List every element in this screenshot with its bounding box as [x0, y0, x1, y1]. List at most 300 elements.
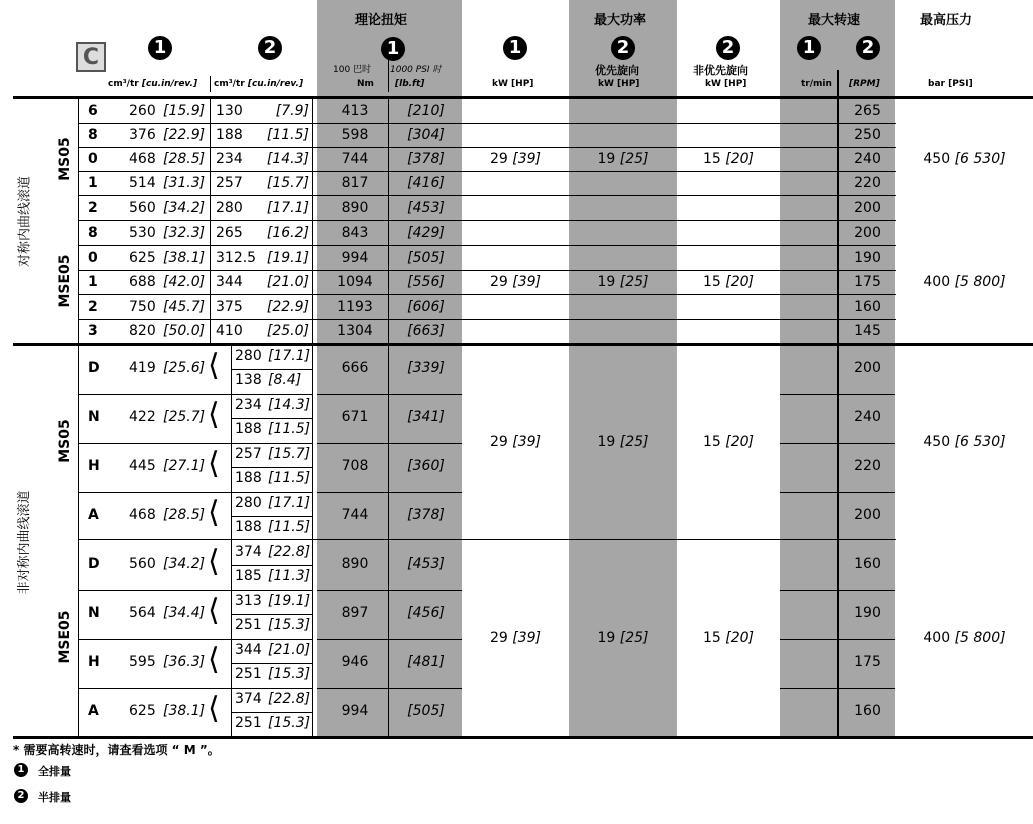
disp-full: 820 [129, 323, 156, 339]
power-nonpref-hp: [20] [725, 434, 755, 450]
row-divider [317, 639, 462, 640]
row-code: D [88, 556, 100, 572]
half-value-1: 280 [235, 348, 262, 364]
pressure-psi: [6 530] [954, 151, 1006, 167]
disp-full-imperial: [31.3] [163, 175, 206, 191]
torque-nm: 744 [341, 507, 369, 523]
power-full-value [462, 151, 569, 167]
col-sep-half [210, 99, 211, 344]
disp-full: 625 [129, 703, 156, 719]
trmin-unit: tr/min [801, 79, 832, 89]
power-pref-value [569, 434, 677, 450]
power-full-kw: 29 [489, 434, 508, 450]
lbft-unit: [lb.ft] [395, 79, 425, 89]
max-speed-header: 最大转速 [808, 13, 861, 28]
bracket-icon: ⟨ [208, 495, 220, 530]
speed-rpm: 200 [854, 507, 881, 523]
row-divider [78, 123, 896, 124]
half-value-1: 313 [235, 593, 262, 609]
row-code: 8 [88, 225, 98, 241]
torque-nm: 994 [341, 250, 369, 266]
half-value-1: 374 [235, 544, 262, 560]
speed-rpm: 200 [854, 360, 881, 376]
speed-rpm: 200 [854, 200, 881, 216]
disp-full: 514 [129, 175, 156, 191]
half-value-2: 188 [235, 470, 262, 486]
power-pref-kw: 19 [597, 274, 616, 290]
sub-divider [232, 712, 312, 713]
power-nonpref-hp: [20] [725, 630, 755, 646]
disp-full-imperial: [36.3] [163, 654, 206, 670]
power-full-value [462, 434, 569, 450]
row-divider [78, 319, 896, 320]
row-code: N [88, 409, 100, 425]
footnote-full: 全排量 [38, 765, 71, 778]
disp-half-imperial: [17.1] [266, 200, 309, 216]
disp-half-imperial: [11.5] [266, 127, 309, 143]
row-divider [317, 443, 462, 444]
disp-half-imperial: [22.9] [266, 299, 309, 315]
pref-rotation-label: 优先旋向 [595, 64, 639, 77]
rpm-unit: [RPM] [849, 79, 880, 89]
power-full-hp: [39] [512, 151, 542, 167]
disp-half: 234 [216, 151, 243, 167]
disp-full: 560 [129, 556, 156, 572]
power-pref-kw: 19 [597, 434, 616, 450]
bracket-icon: ⟨ [208, 642, 220, 677]
max-pressure-header: 最高压力 [920, 13, 973, 28]
torque-lbft: [505] [407, 250, 445, 266]
torque-lbft: [210] [407, 103, 445, 119]
disp-half: 257 [216, 175, 243, 191]
max-power-header: 最大功率 [594, 13, 647, 28]
disp-full: 468 [129, 507, 156, 523]
full-displacement-icon: 1 [148, 36, 172, 60]
power-full-kw: 29 [489, 630, 508, 646]
kw-hp-unit-3: kW [HP] [705, 79, 747, 89]
disp-full-imperial: [34.2] [163, 200, 206, 216]
half-value-2: 251 [235, 617, 262, 633]
footnote-half: 半排量 [38, 791, 71, 804]
row-divider [317, 394, 462, 395]
bracket-icon: ⟨ [208, 446, 220, 481]
bracket-icon: ⟨ [208, 397, 220, 432]
torque-nm: 1094 [337, 274, 373, 290]
disp-full: 445 [129, 458, 156, 474]
row-divider [78, 590, 313, 591]
torque-lbft: [453] [407, 200, 445, 216]
power-nonpref-hp: [20] [725, 274, 755, 290]
group-rule [78, 539, 896, 540]
row-divider [78, 171, 896, 172]
torque-lbft: [481] [407, 654, 445, 670]
torque-nm: 671 [341, 409, 369, 425]
torque-lbft: [360] [407, 458, 445, 474]
power-pref-value [569, 151, 677, 167]
power-nonpref-value [677, 434, 780, 450]
row-code: 8 [88, 127, 98, 143]
disp-full-imperial: [38.1] [163, 250, 206, 266]
sub-divider [232, 663, 312, 664]
disp-half-imperial: [7.9] [275, 103, 309, 119]
row-code: 2 [88, 200, 98, 216]
sub-divider [232, 467, 312, 468]
row-code: D [88, 360, 100, 376]
power-nonpref-value [677, 274, 780, 290]
group-label: MSE05 [57, 254, 73, 308]
section-rule [13, 343, 1033, 346]
pressure-value [896, 274, 1033, 290]
half-value-1-imperial: [17.1] [268, 495, 311, 511]
power-pref-hp: [25] [619, 434, 649, 450]
disp-full: 688 [129, 274, 156, 290]
disp-full-imperial: [34.4] [163, 605, 206, 621]
half-value-2: 138 [235, 372, 262, 388]
pressure-bar: 400 [923, 274, 951, 290]
bracket-icon: ⟨ [208, 544, 220, 579]
torque-lbft: [456] [407, 605, 445, 621]
torque-bar-condition: 100 巴时 [333, 65, 372, 75]
bracket-icon: ⟨ [208, 348, 220, 383]
torque-lbft: [556] [407, 274, 445, 290]
disp-half-imperial: [21.0] [266, 274, 309, 290]
half-displacement-icon: 2 [258, 36, 282, 60]
half-value-2: 188 [235, 421, 262, 437]
speed-full-icon: 1 [797, 36, 821, 60]
half-value-1-imperial: [22.8] [268, 544, 311, 560]
asymmetric-section-label: 非对称内曲线滚道 [17, 490, 32, 595]
power-nonpref-kw: 15 [702, 630, 721, 646]
disp-half-imperial: [16.2] [266, 225, 309, 241]
speed-rpm: 200 [854, 225, 881, 241]
torque-nm: 946 [341, 654, 369, 670]
row-divider [317, 590, 462, 591]
bar-psi-unit: bar [PSI] [928, 79, 973, 89]
half-value-1: 280 [235, 495, 262, 511]
speed-rpm: 160 [854, 556, 881, 572]
power-full-kw: 29 [489, 151, 508, 167]
group-label: MS05 [57, 419, 73, 463]
half-value-1-imperial: [15.7] [268, 446, 311, 462]
disp-full-imperial: [28.5] [163, 507, 206, 523]
pressure-value [896, 151, 1033, 167]
sub-divider [232, 565, 312, 566]
bracket-icon: ⟨ [208, 593, 220, 628]
torque-lbft: [304] [407, 127, 445, 143]
torque-lbft: [378] [407, 507, 445, 523]
power-full-icon: 1 [503, 36, 527, 60]
half-value-2-imperial: [11.5] [268, 519, 311, 535]
torque-nm: 744 [341, 151, 369, 167]
power-full-hp: [39] [512, 434, 542, 450]
half-value-2: 188 [235, 519, 262, 535]
row-code: A [88, 703, 99, 719]
half-value-1: 234 [235, 397, 262, 413]
row-code: 1 [88, 274, 98, 290]
disp-half-imperial: [cu.in/rev.] [247, 79, 304, 89]
row-divider [78, 443, 313, 444]
footnote-speed: * 需要高转速时，请查看选项 “ M ”。 [13, 743, 220, 757]
sub-divider [232, 418, 312, 419]
disp-half: 410 [216, 323, 243, 339]
torque-nm: 843 [341, 225, 369, 241]
col-sep-speed [837, 70, 839, 737]
disp-half-unit [214, 79, 303, 89]
disp-full-imperial: [25.6] [163, 360, 206, 376]
disp-full-imperial: [22.9] [163, 127, 206, 143]
disp-full-imperial: [32.3] [163, 225, 206, 241]
disp-half-imperial: [15.7] [266, 175, 309, 191]
row-divider [78, 688, 313, 689]
footnote-full-icon: 1 [14, 763, 28, 777]
torque-nm: 890 [341, 556, 369, 572]
disp-full-imperial: [25.7] [163, 409, 206, 425]
disp-full: 530 [129, 225, 156, 241]
table-top-rule [13, 96, 1033, 99]
pressure-bar: 450 [923, 151, 951, 167]
half-value-1: 344 [235, 642, 262, 658]
power-pref-hp: [25] [619, 151, 649, 167]
torque-lbft: [663] [407, 323, 445, 339]
option-c-icon: C [76, 42, 106, 72]
speed-rpm: 220 [854, 458, 881, 474]
disp-half: 188 [216, 127, 243, 143]
row-code: A [88, 507, 99, 523]
power-full-value [462, 630, 569, 646]
disp-half: 344 [216, 274, 243, 290]
power-nonpref-kw: 15 [702, 274, 721, 290]
speed-rpm: 175 [854, 654, 881, 670]
half-value-1-imperial: [14.3] [268, 397, 311, 413]
torque-nm: 994 [341, 703, 369, 719]
disp-full: 422 [129, 409, 156, 425]
power-pref-hp: [25] [619, 630, 649, 646]
row-divider [78, 294, 896, 295]
torque-header: 理论扭矩 [355, 13, 408, 28]
col-sep-code [78, 99, 79, 736]
disp-full: 260 [129, 103, 156, 119]
pressure-value [896, 434, 1033, 450]
half-value-2-imperial: [15.3] [268, 666, 311, 682]
disp-full-imperial: [38.1] [163, 703, 206, 719]
power-nonpref-icon: 2 [716, 36, 740, 60]
kw-hp-unit-1: kW [HP] [492, 79, 534, 89]
bracket-icon: ⟨ [208, 691, 220, 726]
power-full-value [462, 274, 569, 290]
torque-lbft: [453] [407, 556, 445, 572]
header-sep-2 [388, 60, 389, 92]
power-full-hp: [39] [512, 274, 542, 290]
row-code: H [88, 654, 100, 670]
power-full-hp: [39] [512, 630, 542, 646]
speed-rpm: 240 [854, 409, 881, 425]
disp-full: 376 [129, 127, 156, 143]
half-value-1: 257 [235, 446, 262, 462]
torque-lbft: [416] [407, 175, 445, 191]
torque-lbft: [378] [407, 151, 445, 167]
half-value-2: 185 [235, 568, 262, 584]
row-code: 6 [88, 103, 98, 119]
disp-half: 130 [216, 103, 243, 119]
pressure-psi: [5 800] [954, 274, 1006, 290]
speed-rpm: 250 [854, 127, 881, 143]
disp-half: 375 [216, 299, 243, 315]
disp-half: 265 [216, 225, 243, 241]
disp-full: 468 [129, 151, 156, 167]
row-code: 0 [88, 151, 98, 167]
disp-full-imperial: [42.0] [163, 274, 206, 290]
disp-full: 595 [129, 654, 156, 670]
speed-rpm: 265 [854, 103, 881, 119]
disp-full: 560 [129, 200, 156, 216]
torque-nm: 413 [341, 103, 369, 119]
power-pref-icon: 2 [611, 36, 635, 60]
torque-full-icon: 1 [381, 37, 405, 61]
group-rule [78, 220, 896, 221]
power-pref-hp: [25] [619, 274, 649, 290]
row-divider [78, 245, 896, 246]
power-pref-kw: 19 [597, 151, 616, 167]
speed-rpm: 175 [854, 274, 881, 290]
col-sep-half-asym [231, 345, 232, 736]
disp-full-imperial: [15.9] [163, 103, 206, 119]
speed-half-icon: 2 [856, 36, 880, 60]
group-label: MSE05 [57, 610, 73, 664]
speed-rpm: 160 [854, 299, 881, 315]
half-value-2-imperial: [11.5] [268, 421, 311, 437]
half-value-1-imperial: [21.0] [268, 642, 311, 658]
power-pref-value [569, 274, 677, 290]
sub-divider [232, 516, 312, 517]
kw-hp-unit-2: kW [HP] [598, 79, 640, 89]
half-value-2-imperial: [11.5] [268, 470, 311, 486]
half-value-1-imperial: [19.1] [268, 593, 311, 609]
torque-nm: 1304 [337, 323, 373, 339]
speed-rpm: 220 [854, 175, 881, 191]
torque-nm: 708 [341, 458, 369, 474]
power-nonpref-kw: 15 [702, 151, 721, 167]
half-value-2-imperial: [8.4] [268, 372, 302, 388]
half-value-1: 374 [235, 691, 262, 707]
pressure-psi: [5 800] [954, 630, 1006, 646]
speed-rpm: 145 [854, 323, 881, 339]
pressure-bar: 400 [923, 630, 951, 646]
disp-half: 280 [216, 200, 243, 216]
group-label: MS05 [57, 137, 73, 181]
row-divider [78, 394, 313, 395]
disp-half-imperial: [25.0] [266, 323, 309, 339]
disp-full-imperial: [27.1] [163, 458, 206, 474]
row-divider [78, 492, 313, 493]
row-code: 2 [88, 299, 98, 315]
pref-power-column-shade [569, 0, 677, 738]
half-value-2: 251 [235, 715, 262, 731]
row-code: 1 [88, 175, 98, 191]
half-value-2: 251 [235, 666, 262, 682]
row-code: 3 [88, 323, 98, 339]
disp-full-imperial: [50.0] [163, 323, 206, 339]
disp-full: 564 [129, 605, 156, 621]
torque-lbft: [339] [407, 360, 445, 376]
symmetric-section-label: 对称内曲线滚道 [17, 176, 33, 268]
torque-nm: 817 [341, 175, 369, 191]
half-value-1-imperial: [17.1] [268, 348, 311, 364]
disp-full-unit [108, 79, 197, 89]
row-divider [78, 195, 896, 196]
disp-half-imperial: [19.1] [266, 250, 309, 266]
footnote-half-icon: 2 [14, 789, 28, 803]
disp-half-imperial: [14.3] [266, 151, 309, 167]
disp-full-imperial: [28.5] [163, 151, 206, 167]
speed-rpm: 190 [854, 605, 881, 621]
col-sep-nm [388, 99, 389, 736]
half-value-2-imperial: [11.3] [268, 568, 311, 584]
header-sep-1 [210, 76, 211, 92]
nm-unit: Nm [357, 79, 374, 89]
power-full-kw: 29 [489, 274, 508, 290]
power-nonpref-hp: [20] [725, 151, 755, 167]
speed-rpm: 240 [854, 151, 881, 167]
row-divider [78, 270, 896, 271]
torque-nm: 666 [341, 360, 369, 376]
power-nonpref-value [677, 630, 780, 646]
disp-half: 312.5 [216, 250, 257, 266]
torque-lbft: [505] [407, 703, 445, 719]
row-divider [317, 688, 462, 689]
disp-full-imperial: [45.7] [163, 299, 206, 315]
row-divider [78, 147, 896, 148]
sub-divider [232, 614, 312, 615]
disp-full: 625 [129, 250, 156, 266]
table-bottom-rule [13, 736, 1033, 739]
torque-nm: 598 [341, 127, 369, 143]
half-value-2-imperial: [15.3] [268, 617, 311, 633]
power-pref-kw: 19 [597, 630, 616, 646]
row-code: N [88, 605, 100, 621]
pressure-bar: 450 [923, 434, 951, 450]
torque-nm: 1193 [337, 299, 373, 315]
disp-full: 419 [129, 360, 156, 376]
row-divider [78, 639, 313, 640]
speed-rpm: 160 [854, 703, 881, 719]
half-value-2-imperial: [15.3] [268, 715, 311, 731]
torque-nm: 897 [341, 605, 369, 621]
disp-full-imperial: [cu.in/rev.] [141, 79, 198, 89]
row-code: H [88, 458, 100, 474]
pressure-value [896, 630, 1033, 646]
pressure-psi: [6 530] [954, 434, 1006, 450]
power-nonpref-value [677, 151, 780, 167]
disp-full-imperial: [34.2] [163, 556, 206, 572]
power-pref-value [569, 630, 677, 646]
torque-nm: 890 [341, 200, 369, 216]
power-nonpref-kw: 15 [702, 434, 721, 450]
nonpref-rotation-label: 非优先旋向 [693, 64, 748, 77]
col-sep-torque [312, 99, 313, 736]
half-value-1-imperial: [22.8] [268, 691, 311, 707]
torque-lbft: [606] [407, 299, 445, 315]
disp-half-metric: cm³/tr [214, 79, 245, 89]
row-divider [317, 492, 462, 493]
disp-full-metric: cm³/tr [108, 79, 139, 89]
speed-rpm: 190 [854, 250, 881, 266]
torque-lbft: [341] [407, 409, 445, 425]
row-code: 0 [88, 250, 98, 266]
torque-psi-condition: 1000 PSI 时 [390, 65, 442, 75]
disp-full: 750 [129, 299, 156, 315]
torque-lbft: [429] [407, 225, 445, 241]
sub-divider [232, 369, 312, 370]
